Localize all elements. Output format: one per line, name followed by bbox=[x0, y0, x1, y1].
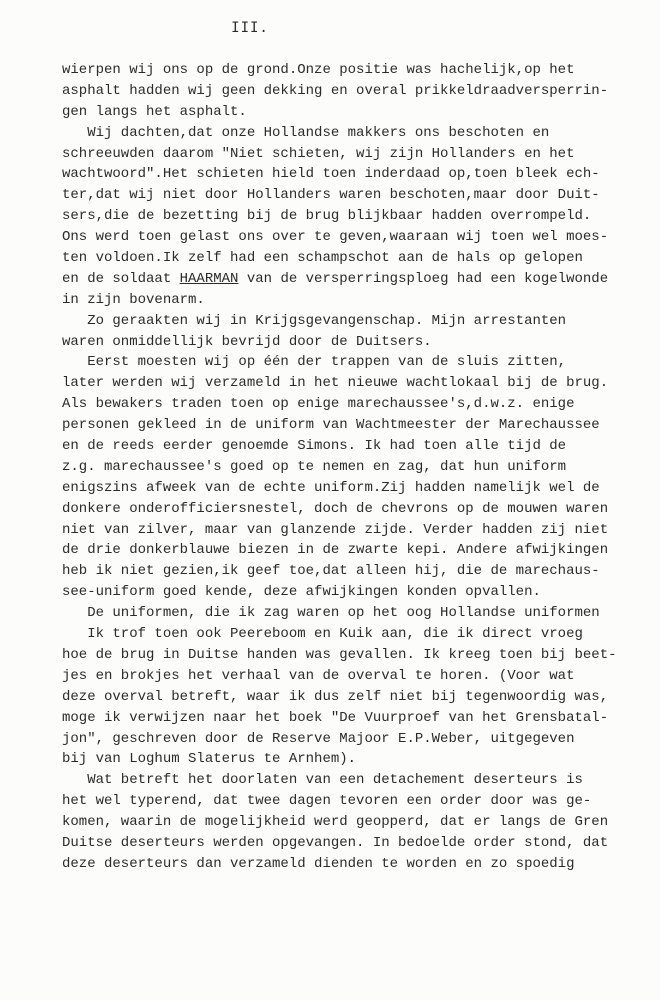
line-text: Eerst moesten wij op één der trappen van de sluis zitten, bbox=[62, 354, 567, 371]
line-text: Duitse deserteurs werden opgevangen. In bedoelde order stond, dat bbox=[62, 834, 609, 851]
line-text: personen gekleed in de uniform van Wachtmeester der Marechaussee bbox=[62, 417, 600, 434]
text-line bbox=[62, 624, 652, 645]
line-text: wierpen wij ons op de grond.Onze positie was hachelijk,op het bbox=[62, 62, 575, 78]
text-line bbox=[62, 791, 652, 812]
line-text: waren onmiddellijk bevrijd door de Duitsers. bbox=[62, 333, 432, 350]
text-line bbox=[62, 687, 652, 708]
text-line bbox=[62, 311, 652, 332]
line-text: Ons werd toen gelast ons over te geven,waaraan wij toen wel moes- bbox=[62, 229, 609, 246]
text-line bbox=[62, 729, 652, 750]
line-text: heb ik niet gezien,ik geef toe,dat alleen hij, die de marechaus- bbox=[62, 563, 600, 580]
line-text: Als bewakers traden toen op enige marechaussee's,d.w.z. enige bbox=[62, 396, 575, 413]
text-line bbox=[62, 749, 652, 770]
text-line bbox=[62, 352, 652, 373]
line-text: en de soldaat bbox=[62, 270, 180, 287]
text-line bbox=[62, 666, 652, 687]
text-line bbox=[62, 436, 652, 457]
text-line bbox=[62, 123, 652, 144]
text-line bbox=[62, 290, 652, 311]
line-text: niet van zilver, maar van glanzende zijde. Verder hadden zij niet bbox=[62, 521, 609, 538]
line-text: komen, waarin de mogelijkheid werd geopperd, dat er langs de Gren bbox=[62, 814, 609, 831]
line-text: z.g. marechaussee's goed op te nemen en zag, dat hun uniform bbox=[62, 458, 567, 475]
text-line bbox=[62, 499, 652, 520]
line-text: jon", geschreven door de Reserve Majoor E.P.Weber, uitgegeven bbox=[62, 730, 575, 747]
text-line bbox=[62, 373, 652, 394]
line-text: later werden wij verzameld in het nieuwe wachtlokaal bij de brug. bbox=[62, 375, 609, 392]
text-line bbox=[62, 770, 652, 791]
text-line bbox=[62, 269, 652, 290]
text-line bbox=[62, 164, 652, 185]
line-text: deze overval betreft, waar ik dus zelf niet bij tegenwoordig was, bbox=[62, 688, 609, 705]
line-text: jes en brokjes het verhaal van de overval te horen. (Voor wat bbox=[62, 667, 575, 684]
underlined-name: HAARMAN bbox=[179, 270, 239, 287]
line-text: see-uniform goed kende, deze afwijkingen konden opvallen. bbox=[62, 584, 541, 601]
page-number: III. bbox=[231, 20, 269, 36]
text-line bbox=[62, 227, 652, 248]
text-line bbox=[62, 457, 652, 478]
line-text: donkere onderofficiersnestel, doch de chevrons op de mouwen waren bbox=[62, 500, 609, 517]
line-text: ten voldoen.Ik zelf had een schampschot aan de hals op gelopen bbox=[62, 250, 583, 267]
text-line bbox=[62, 185, 652, 206]
line-text: en de reeds eerder genoemde Simons. Ik had toen alle tijd de bbox=[62, 438, 567, 455]
text-line bbox=[62, 520, 652, 541]
text-line bbox=[62, 332, 652, 353]
line-text: hoe de brug in Duitse handen was gevallen. Ik kreeg toen bij beet- bbox=[62, 646, 617, 663]
line-text: Wat betreft het doorlaten van een detachement deserteurs is bbox=[62, 772, 583, 789]
text-line bbox=[62, 645, 652, 666]
text-line bbox=[62, 206, 652, 227]
text-line bbox=[62, 144, 652, 165]
text-line bbox=[62, 582, 652, 603]
text-line bbox=[62, 854, 652, 875]
line-text: asphalt hadden wij geen dekking en overal prikkeldraadversperrin- bbox=[62, 82, 609, 99]
line-text: sers,die de bezetting bij de brug blijkbaar hadden overrompeld. bbox=[62, 208, 592, 225]
text-line bbox=[62, 394, 652, 415]
text-line bbox=[62, 540, 652, 561]
text-line bbox=[62, 478, 652, 499]
line-text: ter,dat wij niet door Hollanders waren beschoten,maar door Duit- bbox=[62, 187, 600, 204]
text-line bbox=[62, 708, 652, 729]
line-text: Zo geraakten wij in Krijgsgevangenschap. Mijn arrestanten bbox=[62, 312, 567, 329]
text-line bbox=[62, 60, 652, 81]
line-text: De uniformen, die ik zag waren op het oog Hollandse uniformen bbox=[62, 605, 600, 622]
line-text-continued: van de versperringsploeg had een kogelwonde bbox=[238, 270, 609, 287]
text-line bbox=[62, 812, 652, 833]
text-line bbox=[62, 415, 652, 436]
line-text: gen langs het asphalt. bbox=[62, 103, 247, 120]
line-text: wachtwoord".Het schieten hield toen inderdaad op,toen bleek ech- bbox=[62, 166, 600, 183]
text-line bbox=[62, 81, 652, 102]
line-text: Wij dachten,dat onze Hollandse makkers ons beschoten en bbox=[62, 124, 550, 141]
text-line bbox=[62, 561, 652, 582]
text-line bbox=[62, 248, 652, 269]
line-text: de drie donkerblauwe biezen in de zwarte kepi. Andere afwijkingen bbox=[62, 542, 609, 559]
line-text: het wel typerend, dat twee dagen tevoren een order door was ge- bbox=[62, 793, 592, 810]
line-text: schreeuwden daarom "Niet schieten, wij zijn Hollanders en het bbox=[62, 145, 575, 162]
line-text: in zijn bovenarm. bbox=[62, 291, 205, 308]
line-text: moge ik verwijzen naar het boek "De Vuurproef van het Grensbatal- bbox=[62, 709, 609, 726]
line-text: bij van Loghum Slaterus te Arnhem). bbox=[62, 751, 357, 768]
line-text: enigszins afweek van de echte uniform.Zij hadden namelijk wel de bbox=[62, 479, 600, 496]
line-text: deze deserteurs dan verzameld dienden te worden en zo spoedig bbox=[62, 855, 575, 872]
typed-text-body bbox=[62, 60, 652, 875]
text-line bbox=[62, 102, 652, 123]
text-line bbox=[62, 603, 652, 624]
text-line bbox=[62, 833, 652, 854]
line-text: Ik trof toen ook Peereboom en Kuik aan, die ik direct vroeg bbox=[62, 626, 583, 643]
